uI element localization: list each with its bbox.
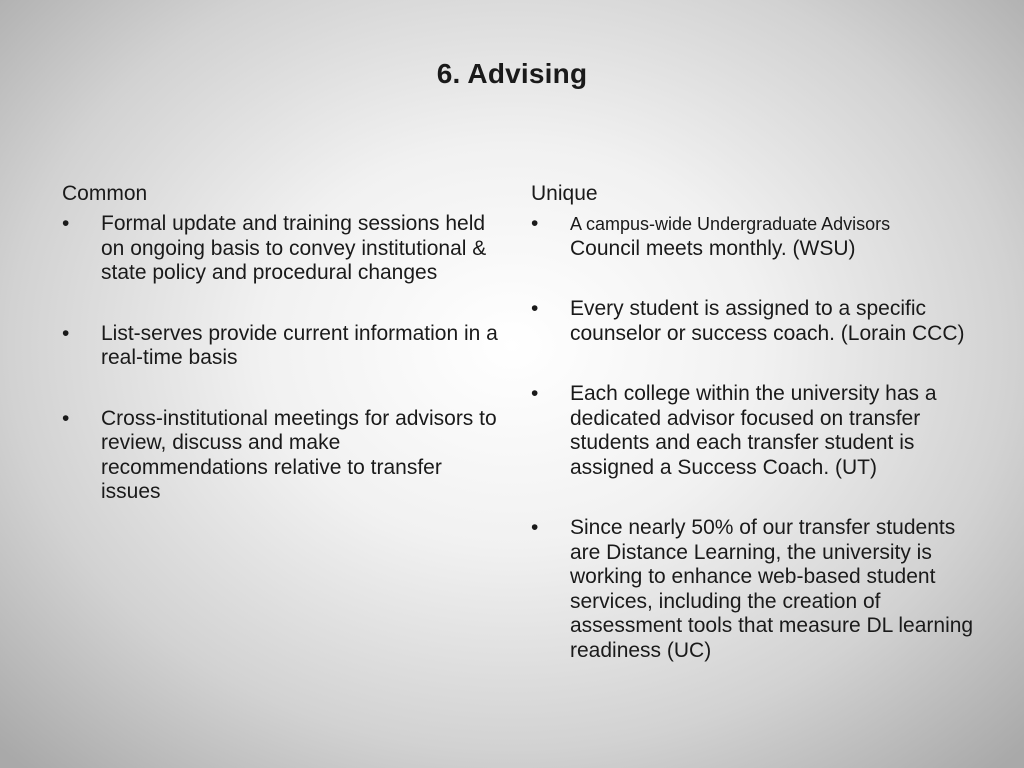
list-item-text: Each college within the university has a dedicated advisor focused on transfer students and each transfer student is assigned a Success Coach. (UT) bbox=[570, 382, 937, 479]
bullet-icon: • bbox=[531, 382, 539, 405]
common-column bbox=[62, 180, 502, 541]
list-item bbox=[531, 516, 976, 663]
bullet-icon: • bbox=[62, 406, 70, 430]
list-item-text: Since nearly 50% of our transfer students are Distance Learning, the university is working to enhance web-based student services, including the creation of assessment tools that measure DL learning readiness (UC) bbox=[570, 516, 974, 662]
list-item-text: Cross-institutional meetings for advisors to review, discuss and make recommendations relative to transfer issues bbox=[101, 406, 497, 503]
bullet-icon: • bbox=[62, 212, 70, 235]
list-item-text: Council meets monthly. (WSU) bbox=[570, 236, 856, 260]
unique-list bbox=[531, 212, 976, 663]
list-item-text: List-serves provide current information in a real-time basis bbox=[101, 321, 498, 369]
list-item-text-small: A campus-wide Undergraduate Advisors bbox=[570, 214, 891, 234]
common-heading: Common bbox=[62, 182, 148, 205]
bullet-icon: • bbox=[531, 516, 539, 539]
list-item-text: Every student is assigned to a specific counselor or success coach. (Lorain CCC) bbox=[570, 297, 965, 345]
list-item bbox=[62, 212, 502, 286]
bullet-icon: • bbox=[531, 297, 539, 320]
common-list bbox=[62, 212, 502, 505]
unique-column bbox=[531, 180, 976, 699]
list-item bbox=[62, 407, 502, 505]
slide-title: 6. Advising bbox=[436, 58, 588, 89]
list-item bbox=[531, 212, 976, 261]
list-item bbox=[62, 322, 502, 371]
list-item-text: Formal update and training sessions held on ongoing basis to convey institutional & state policy and procedural changes bbox=[101, 212, 487, 284]
unique-heading: Unique bbox=[531, 182, 598, 205]
list-item bbox=[531, 297, 976, 346]
bullet-icon: • bbox=[62, 321, 70, 345]
bullet-icon: • bbox=[531, 212, 539, 235]
list-item bbox=[531, 382, 976, 480]
